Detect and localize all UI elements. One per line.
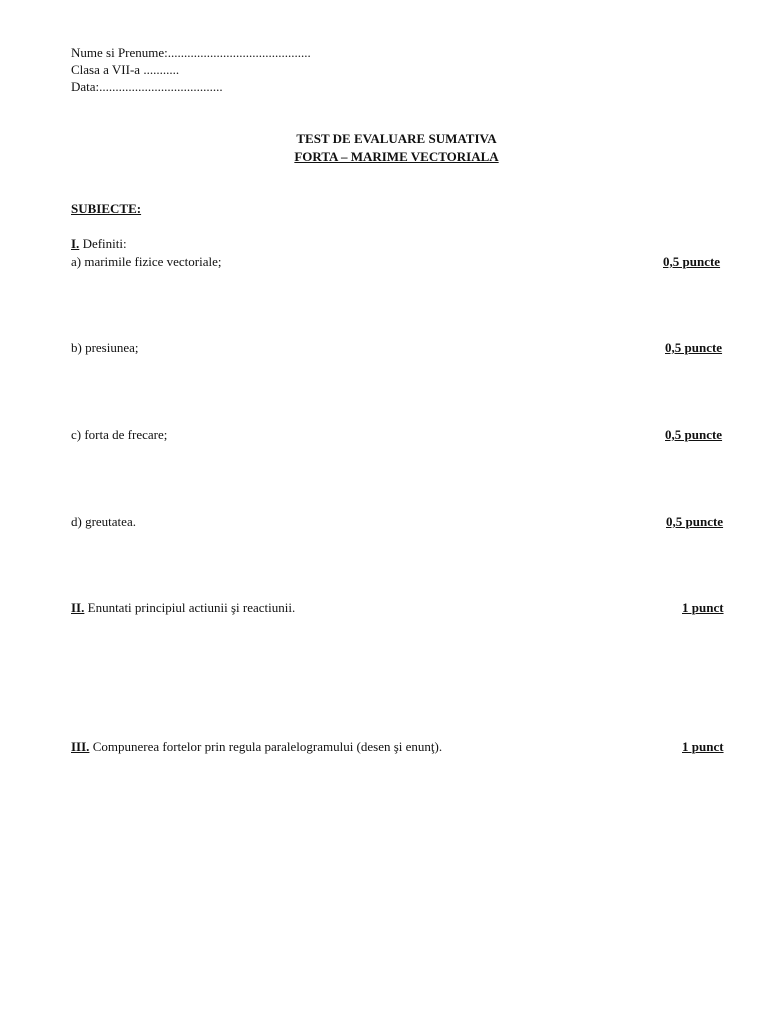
question-2-number: II. xyxy=(71,600,85,615)
question-3-text: Compunerea fortelor prin regula paralelogramului (desen şi enunţ). xyxy=(89,739,443,754)
class-field-line: Clasa a VII-a ........... xyxy=(71,62,180,77)
question-1a-text: a) marimile fizice vectoriale; xyxy=(71,254,222,269)
date-field-line: Data:...................................... xyxy=(71,79,223,94)
question-1-number: I. xyxy=(71,236,80,251)
test-title: TEST DE EVALUARE SUMATIVA xyxy=(296,131,497,146)
question-2-points: 1 punct xyxy=(682,600,724,615)
question-1a-points: 0,5 puncte xyxy=(663,254,721,269)
question-1b-text: b) presiunea; xyxy=(71,340,139,355)
question-3-number: III. xyxy=(71,739,90,754)
question-1c-points: 0,5 puncte xyxy=(665,427,723,442)
question-1d-points: 0,5 puncte xyxy=(666,514,724,529)
question-1b-points: 0,5 puncte xyxy=(665,340,723,355)
question-1d-text: d) greutatea. xyxy=(71,514,136,529)
question-1-prompt xyxy=(71,235,127,252)
question-1c-text: c) forta de frecare; xyxy=(71,427,168,442)
question-2-text: Enuntati principiul actiunii şi reactiunii. xyxy=(84,600,296,615)
name-field-line: Nume si Prenume:............................................ xyxy=(71,45,311,60)
question-3-points: 1 punct xyxy=(682,739,724,754)
question-1-text: Definiti: xyxy=(79,236,127,251)
question-3 xyxy=(71,738,442,755)
section-heading: SUBIECTE: xyxy=(71,201,142,216)
test-subtitle: FORTA – MARIME VECTORIALA xyxy=(294,149,499,164)
question-2 xyxy=(71,599,295,616)
